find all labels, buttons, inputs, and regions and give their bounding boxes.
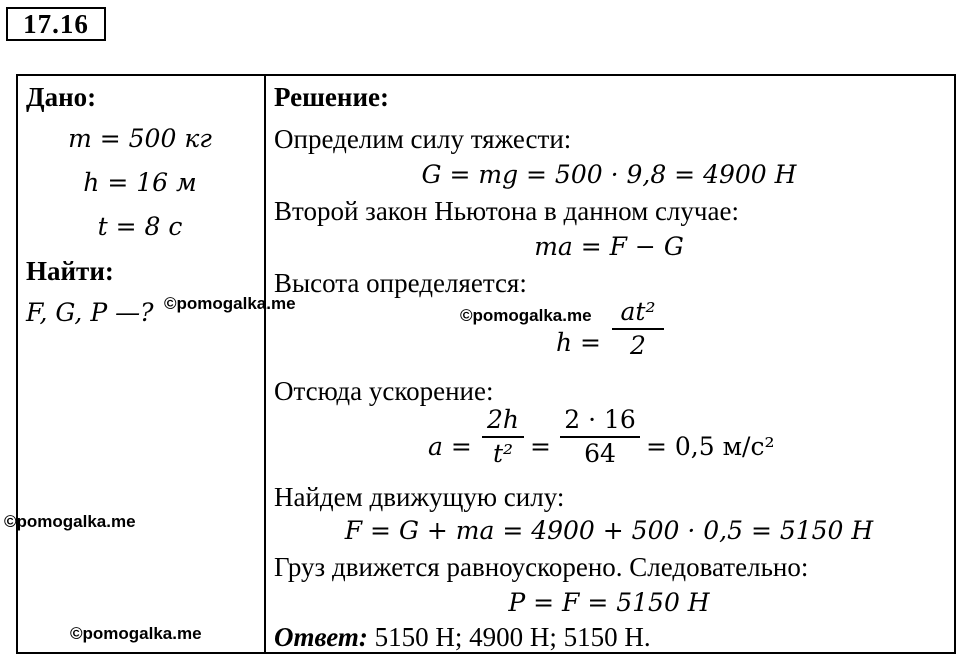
answer-label: Ответ: — [274, 622, 368, 652]
column-divider — [264, 74, 266, 654]
equation-acceleration-equals: = — [530, 432, 551, 461]
fraction-acceleration-1 — [482, 404, 524, 470]
watermark: ©pomogalka.me — [70, 624, 202, 643]
answer-line — [274, 620, 651, 654]
fraction-height-denominator: 2 — [630, 331, 646, 360]
given-height: h = 16 м — [83, 168, 197, 197]
equation-acceleration-lhs: a = — [428, 432, 472, 461]
solution-text-force: Найдем движущую силу: — [274, 482, 565, 512]
given-heading: Дано: — [26, 82, 97, 112]
equation-acceleration-result: = 0,5 м/с² — [646, 432, 775, 461]
fraction-2-numerator: 2 · 16 — [564, 405, 636, 434]
fraction-2-denominator: 64 — [584, 439, 616, 468]
equation-height-lhs: h = — [556, 328, 601, 357]
watermark: ©pomogalka.me — [164, 294, 296, 313]
solution-text-height: Высота определяется: — [274, 268, 527, 298]
solution-text-gravity: Определим силу тяжести: — [274, 124, 572, 154]
solution-text-weight: Груз движется равноускорено. Следовательно: — [274, 552, 809, 582]
watermark: ©pomogalka.me — [4, 512, 136, 531]
find-line: F, G, P —? — [26, 298, 154, 327]
equation-gravity: G = mg = 500 · 9,8 = 4900 Н — [421, 160, 797, 189]
given-time: t = 8 с — [97, 212, 183, 241]
find-heading: Найти: — [26, 256, 114, 286]
equation-force: F = G + ma = 4900 + 500 · 0,5 = 5150 Н — [344, 516, 874, 545]
solution-text-acceleration: Отсюда ускорение: — [274, 376, 494, 406]
fraction-height-numerator: at² — [620, 297, 656, 326]
given-mass: m = 500 кг — [68, 124, 212, 153]
equation-newton: ma = F − G — [534, 232, 684, 261]
fraction-acceleration-2 — [560, 404, 640, 470]
solution-heading: Решение: — [274, 82, 389, 112]
answer-value: 5150 Н; 4900 Н; 5150 Н. — [367, 622, 651, 652]
watermark: ©pomogalka.me — [460, 306, 592, 325]
fraction-height — [612, 296, 664, 362]
equation-weight: P = F = 5150 Н — [508, 588, 710, 617]
fraction-1-denominator: t² — [492, 439, 514, 468]
fraction-1-numerator: 2h — [486, 405, 519, 434]
problem-number: 17.16 — [6, 7, 106, 41]
solution-text-newton: Второй закон Ньютона в данном случае: — [274, 196, 739, 226]
